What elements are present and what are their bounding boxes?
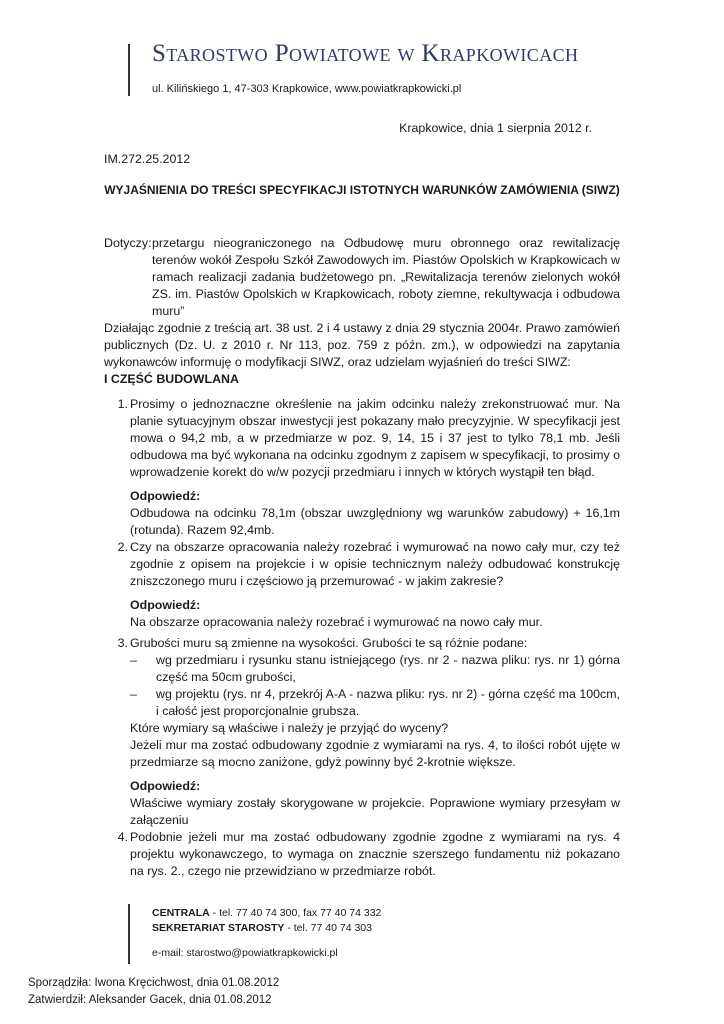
list-item	[104, 396, 620, 539]
section-title: I CZĘŚĆ BUDOWLANA	[104, 372, 239, 386]
institution-title: Starostwo Powiatowe w Krapkowicach	[152, 40, 579, 67]
item-followup-text: Jeżeli mur ma zostać odbudowany zgodnie z wymiarami na rys. 4, to ilości robót ujęte w przedmiarze są mocno zaniżone, gdyż powinny być 2-krotnie większe.	[130, 738, 620, 769]
item-question: Prosimy o jednoznaczne określenie na jakim odcinku należy zrekonstruować mur. Na planie sytuacyjnym obszar inwestycji jest pokazany mało precyzyjnie. W specyfikacji jest mowa o 94,2 mb, a w przedmiarze w poz. 9, 14, 15 i 37 jest to tylko 78,1 mb. Jeśli odbudowa ma być wykonana na odcinku zgodnym z zapisem w specyfikacji, to prosimy o wprowadzenie korekt do w/w pozycji przedmiaru i innych w których wystąpił ten błąd.	[130, 397, 620, 479]
bullet-text: wg projektu (rys. nr 4, przekrój A-A - nazwa pliku: rys. nr 2) - górna część ma 100cm, i całość jest proporcjonalnie grubsza.	[156, 687, 620, 718]
item-answer: Odbudowa na odcinku 78,1m (obszar uwzględniony wg warunków zabudowy) + 16,1m (rotunda). Razem 92,4mb.	[130, 506, 620, 537]
dash-bullet-icon: –	[130, 653, 137, 667]
item-question: Czy na obszarze opracowania należy rozebrać i wymurować na nowo cały mur, czy też zgodnie z opisem na projekcie i w opisie technicznym należy odbudować konstrukcję zniszczonego muru i częściowo ją przemurować - w jakim zakresie?	[130, 540, 620, 588]
item-number: 4.	[117, 830, 128, 844]
reference-number: IM.272.25.2012	[104, 152, 191, 166]
subject-text: przetargu nieograniczonego na Odbudowę muru obronnego oraz rewitalizację terenów wokół Zespołu Szkół Zawodowych im. Piastów Opolskich w Krapkowicach w ramach realizacji zadania budżetowego pn. „Rewitalizacja terenów zielonych wokół ZS. im. Piastów Opolskich w Krapkowicach, roboty ziemne, rekultywacja i odbudowa muru”	[152, 236, 620, 318]
dash-bullet-icon: –	[130, 687, 137, 701]
list-item	[104, 829, 620, 880]
prepared-by: Sporządziła: Iwona Kręcichwost, dnia 01.08.2012	[28, 977, 280, 989]
answer-label: Odpowiedź:	[130, 489, 201, 503]
footer-email: e-mail: starostwo@powiatkrapkowicki.pl	[152, 947, 338, 959]
central-phone: - tel. 77 40 74 300, fax 77 40 74 332	[209, 907, 382, 919]
item-number: 1.	[117, 397, 128, 411]
item-answer: Na obszarze opracowania należy rozebrać i wymurować na nowo cały mur.	[130, 615, 543, 629]
subject-paragraph	[104, 235, 620, 320]
item-answer: Właściwe wymiary zostały skorygowane w projekcie. Poprawione wymiary przesyłam w załączeniu	[130, 796, 620, 827]
header-divider-line	[128, 44, 130, 96]
item-question: Podobnie jeżeli mur ma zostać odbudowany zgodnie zgodne z wymiarami na rys. 4 projektu wykonawczego, to wymaga on znacznie szerszego fundamentu niż pokazano na rys. 2., czego nie przewidziano w przedmiarze robót.	[130, 830, 620, 878]
footer-divider-line	[128, 904, 130, 964]
item-question: Grubości muru są zmienne na wysokości. Grubości te są różnie podane:	[130, 636, 528, 650]
approved-by: Zatwierdził: Aleksander Gacek, dnia 01.08.2012	[28, 994, 272, 1006]
item-followup-question: Które wymiary są właściwe i należy je przyjąć do wyceny?	[130, 721, 449, 735]
answer-label: Odpowiedź:	[130, 598, 201, 612]
secretariat-label: SEKRETARIAT STAROSTY	[152, 922, 285, 934]
intro-paragraph: Działając zgodnie z treścią art. 38 ust. 2 i 4 ustawy z dnia 29 stycznia 2004r. Prawo zamówień publicznych (Dz. U. z 2010 r. Nr 113, poz. 759 z późn. zm.), w odpowiedzi na zapytania wykonawców informuję o modyfikacji SIWZ, oraz udzielam wyjaśnień do treści SIWZ:	[104, 321, 620, 369]
bullet-item	[130, 686, 620, 720]
list-item	[104, 539, 620, 631]
subject-label: Dotyczy:	[104, 236, 152, 250]
date-line: Krapkowice, dnia 1 sierpnia 2012 r.	[399, 121, 592, 135]
item-number: 2.	[117, 540, 128, 554]
footer-secretariat-line	[152, 921, 381, 936]
list-item	[104, 635, 620, 829]
footer-contact	[152, 906, 381, 961]
answer-label: Odpowiedź:	[130, 779, 201, 793]
institution-address: ul. Kilińskiego 1, 47-303 Krapkowice, www.powiatkrapkowicki.pl	[152, 83, 462, 95]
bullet-text: wg przedmiaru i rysunku stanu istniejącego (rys. nr 2 - nazwa pliku: rys. nr 1) górna część ma 50cm grubości,	[156, 653, 620, 684]
secretariat-phone: - tel. 77 40 74 303	[284, 922, 372, 934]
footer-central-line	[152, 906, 381, 921]
document-heading: WYJAŚNIENIA DO TREŚCI SPECYFIKACJI ISTOTNYCH WARUNKÓW ZAMÓWIENIA (SIWZ)	[104, 183, 620, 197]
item-number: 3.	[117, 636, 128, 650]
central-label: CENTRALA	[152, 907, 210, 919]
bullet-item	[130, 652, 620, 686]
